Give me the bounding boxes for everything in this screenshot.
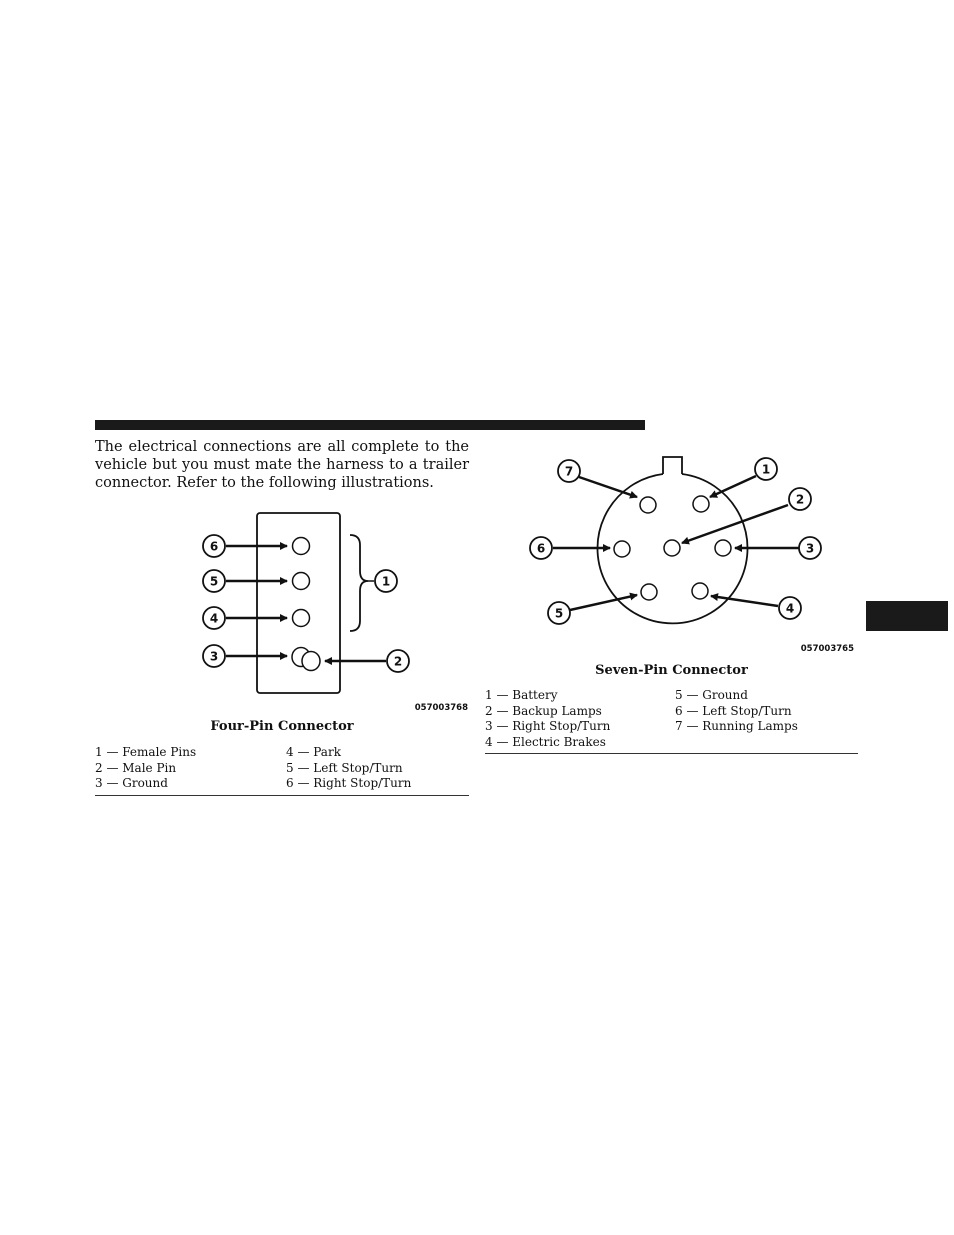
legend-item: 4 — Park [286,745,341,759]
section-tab [866,601,948,631]
intro-paragraph: The electrical connections are all complete to the vehicle but you must mate the harness to a trailer connector. Refer to the following illustrations. [95,439,469,491]
four-pin-legend-rule [95,795,469,796]
legend-item: 5 — Ground [675,688,748,702]
svg-text:3: 3 [805,541,815,556]
bracket [350,535,368,631]
figure-code: 057003765 [800,644,854,654]
female-pin [293,538,310,555]
seven-pin-legend [485,688,858,750]
callout-4 [203,607,225,629]
legend-item: 6 — Left Stop/Turn [675,703,792,718]
svg-text:6: 6 [209,539,219,554]
header-rule [95,420,645,430]
pin-2 [664,540,680,556]
callout-7 [558,460,580,482]
pin-7 [640,497,656,513]
female-pin [293,610,310,627]
callout-6 [530,537,552,559]
callout-1 [375,570,397,592]
figure-code: 057003768 [414,703,468,713]
svg-text:5: 5 [209,574,219,589]
svg-text:1: 1 [381,574,391,589]
legend-item: 1 — Battery [485,688,558,702]
svg-text:2: 2 [393,654,403,669]
callout-2 [789,488,811,510]
svg-text:6: 6 [536,541,546,556]
callout-3 [799,537,821,559]
pin-5 [641,584,657,600]
seven-pin-caption: Seven-Pin Connector [595,663,748,678]
legend-item: 4 — Electric Brakes [485,734,606,749]
legend-item: 3 — Right Stop/Turn [485,719,611,733]
four-pin-caption: Four-Pin Connector [210,719,354,734]
male-pin [292,648,320,671]
callout-5 [548,602,570,624]
callout-6 [203,535,225,557]
legend-item: 1 — Female Pins [95,745,197,759]
seven-pin-diagram [520,452,865,657]
legend-item: 5 — Left Stop/Turn [286,760,403,775]
svg-text:5: 5 [554,606,564,621]
callout-1 [755,458,777,480]
legend-item: 2 — Male Pin [95,760,177,775]
pin-3 [715,540,731,556]
callout-4 [779,597,801,619]
four-pin-svg [190,505,480,715]
legend-item: 6 — Right Stop/Turn [286,776,412,790]
svg-text:7: 7 [564,464,574,479]
svg-text:1: 1 [761,462,771,477]
connector-key [663,457,682,474]
seven-pin-legend-rule [485,753,858,754]
pin-1 [693,496,709,512]
callout-5 [203,570,225,592]
svg-text:3: 3 [209,649,219,664]
svg-text:2: 2 [795,492,805,507]
pin-6 [614,541,630,557]
legend-item: 2 — Backup Lamps [485,703,602,718]
arrow [710,476,756,497]
legend-item: 3 — Ground [95,776,168,790]
four-pin-diagram [190,505,480,715]
callout-3 [203,645,225,667]
seven-pin-svg [520,452,865,657]
svg-text:4: 4 [209,611,219,626]
pin-4 [692,583,708,599]
callout-2 [387,650,409,672]
legend-item: 7 — Running Lamps [675,719,798,733]
svg-text:4: 4 [785,601,795,616]
female-pin [293,573,310,590]
four-pin-legend [95,745,469,793]
